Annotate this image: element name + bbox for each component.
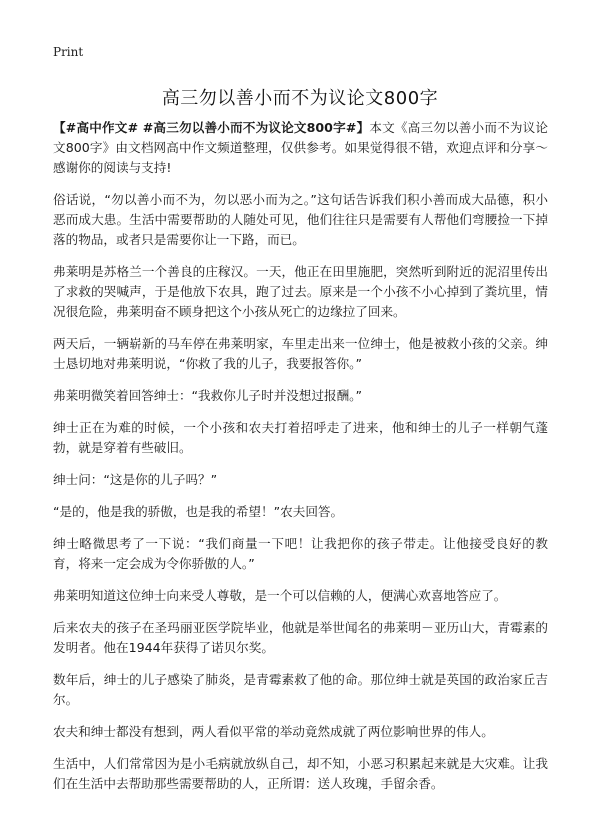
body-paragraph-13: 生活中，人们常常因为是小毛病就放纵自己，却不知，小恶习积累起来就是大灾难。让我们在生活中去帮助那些需要帮助的人，正所谓：送人玫瑰，手留余香。 [53,756,548,791]
body-paragraph-9: 弗莱明知道这位绅士向来受人尊敬，是一个可以信赖的人，便满心欢喜地答应了。 [53,588,507,603]
body-paragraph-7: “是的，他是我的骄傲，也是我的希望！”农夫回答。 [53,504,344,519]
body-paragraph-6: 绅士问：“这是你的儿子吗？” [53,472,218,487]
body-paragraph-3: 两天后，一辆崭新的马车停在弗莱明家，车里走出来一位绅士，他是被救小孩的父亲。绅士恳切地对弗莱明说，“你救了我的儿子，我要报答你。” [53,336,548,371]
print-label: Print [53,45,84,59]
body-paragraph-5: 绅士正在为难的时候，一个小孩和农夫打着招呼走了进来，他和绅士的儿子一样朝气蓬勃，就是穿着有些破旧。 [53,420,548,455]
body-paragraph-12: 农夫和绅士都没有想到，两人看似平常的举动竟然成就了两位影响世界的伟人。 [53,724,494,739]
intro-paragraph [53,118,548,178]
intro-tags: 【#高中作文# #高三勿以善小而不为议论文800字#】 [53,120,370,135]
body-paragraph-11: 数年后，绅士的儿子感染了肺炎，是青霉素救了他的命。那位绅士就是英国的政治家丘吉尔。 [53,672,548,707]
body-paragraph-10: 后来农夫的孩子在圣玛丽亚医学院毕业，他就是举世闻名的弗莱明－亚历山大，青霉素的发明者。他在1944年获得了诺贝尔奖。 [53,620,548,655]
body-paragraph-1: 俗话说，“勿以善小而不为，勿以恶小而为之。”这句话告诉我们积小善而成大品德，积小恶而成大患。生活中需要帮助的人随处可见，他们往往只是需要有人帮他们弯腰捡一下掉落的物品，或者只是需要你让一下路，而已。 [53,192,548,247]
body-paragraph-2: 弗莱明是苏格兰一个善良的庄稼汉。一天，他正在田里施肥，突然听到附近的泥沼里传出了求救的哭喊声，于是他放下农具，跑了过去。原来是一个小孩不小心掉到了粪坑里，情况很危险，弗莱明奋不顾身把这个小孩从死亡的边缘拉了回来。 [53,264,548,319]
body-paragraph-4: 弗莱明微笑着回答绅士：“我救你儿子时并没想过报酬。” [53,388,362,403]
body-paragraph-8: 绅士略微思考了一下说：“我们商量一下吧！让我把你的孩子带走。让他接受良好的教育，将来一定会成为令你骄傲的人。” [53,536,548,571]
document-title: 高三勿以善小而不为议论文800字 [161,88,439,109]
intro-text: 本文《高三勿以善小而不为议论文800字》由文档网高中作文频道整理，仅供参考。如果觉得很不错，欢迎点评和分享～感谢你的阅读与支持! [53,120,548,175]
document-body [53,118,548,806]
